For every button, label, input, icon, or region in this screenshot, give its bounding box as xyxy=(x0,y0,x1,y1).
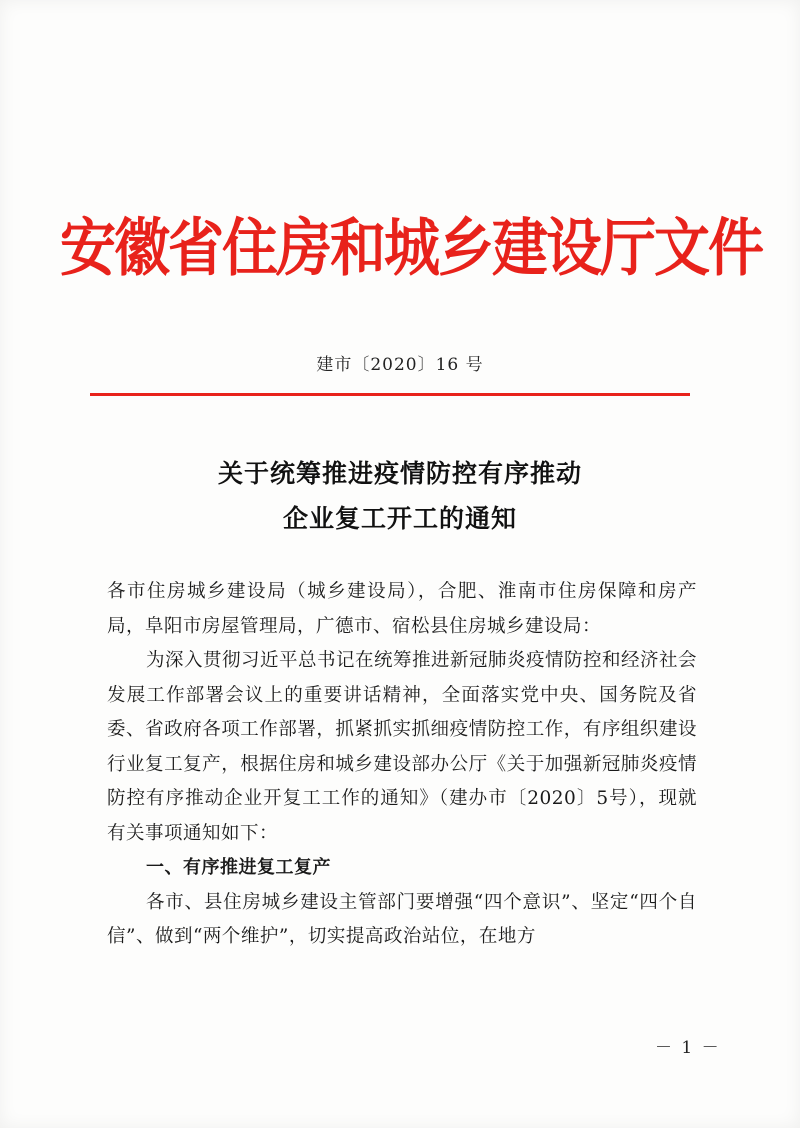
notice-title xyxy=(0,451,800,541)
section-heading-1: 一、有序推进复工复产 xyxy=(146,857,331,878)
masthead-title: 安徽省住房和城乡建设厅文件 xyxy=(60,211,762,285)
notice-body xyxy=(107,575,697,955)
section-paragraph-1: 各市、县住房城乡建设主管部门要增强“四个意识”、坚定“四个自信”、做到“两个维护”，切实提高政治站位，在地方 xyxy=(107,891,697,947)
addressee-paragraph: 各市住房城乡建设局（城乡建设局），合肥、淮南市住房保障和房产局，阜阳市房屋管理局，广德市、宿松县住房城乡建设局： xyxy=(107,581,697,637)
intro-paragraph: 为深入贯彻习近平总书记在统筹推进新冠肺炎疫情防控和经济社会发展工作部署会议上的重要讲话精神，全面落实党中央、国务院及省委、省政府各项工作部署，抓紧抓实抓细疫情防控工作，有序组织建设行业复工复产，根据住房和城乡建设部办公厅《关于加强新冠肺炎疫情防控有序推动企业开复工工作的通知》（建办市〔2020〕5号），现就有关事项通知如下： xyxy=(107,650,698,844)
page-number: － 1 － xyxy=(655,1038,721,1058)
red-divider-line xyxy=(90,393,690,396)
notice-title-line-1: 关于统筹推进疫情防控有序推动 xyxy=(217,459,582,488)
document-number: 建市〔2020〕16 号 xyxy=(316,355,484,375)
notice-title-line-2: 企业复工开工的通知 xyxy=(282,504,517,533)
